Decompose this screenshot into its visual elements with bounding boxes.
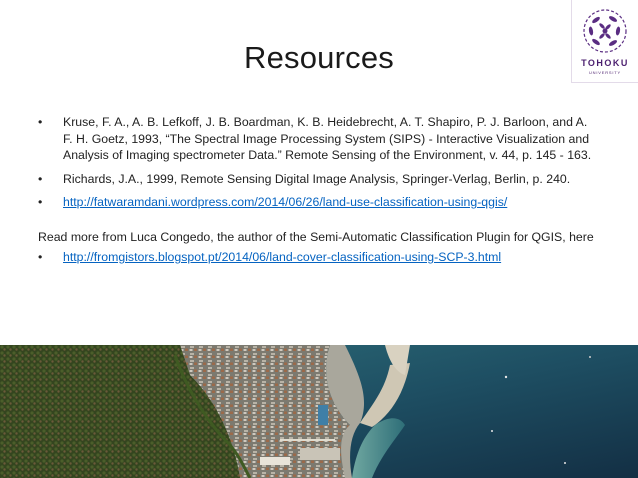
slide-content [38, 114, 598, 273]
logo-name: TOHOKU [581, 58, 629, 68]
reference-item [38, 171, 598, 188]
aerial-satellite-image [0, 345, 638, 478]
read-more-item [38, 249, 598, 266]
slide-title: Resources [244, 40, 394, 75]
logo-subtitle: UNIVERSITY [588, 70, 621, 75]
bullet-icon: • [38, 195, 43, 209]
bullet-icon: • [38, 171, 43, 186]
bullet-icon: • [38, 250, 43, 264]
reference-link[interactable]: http://fatwaramdani.wordpress.com/2014/06/26/land-use-classification-using-qgis/ [63, 195, 508, 209]
bullet-icon: • [38, 115, 43, 129]
reference-item [38, 194, 598, 211]
read-more-link[interactable]: http://fromgistors.blogspot.pt/2014/06/land-cover-classification-using-SCP-3.html [63, 250, 502, 264]
read-more-text: Read more from Luca Congedo, the author of the Semi-Automatic Classification Plugin for QGIS, here [38, 229, 594, 244]
reference-item [38, 114, 598, 164]
reference-text: Kruse, F. A., A. B. Lefkoff, J. B. Boardman, K. B. Heidebrecht, A. T. Shapiro, P. J. Barloon, and A. F. H. Goetz, 1993, “The Spectral Image Processing System (SIPS) - Interactive Visualization and Analysis of Imaging spectrometer Data.” Remote Sensing of the Environment, v. 44, p. 145 - 163. [63, 115, 592, 162]
reference-text: Richards, J.A., 1999, Remote Sensing Digital Image Analysis, Springer-Verlag, Berlin, p. 240. [63, 171, 571, 186]
